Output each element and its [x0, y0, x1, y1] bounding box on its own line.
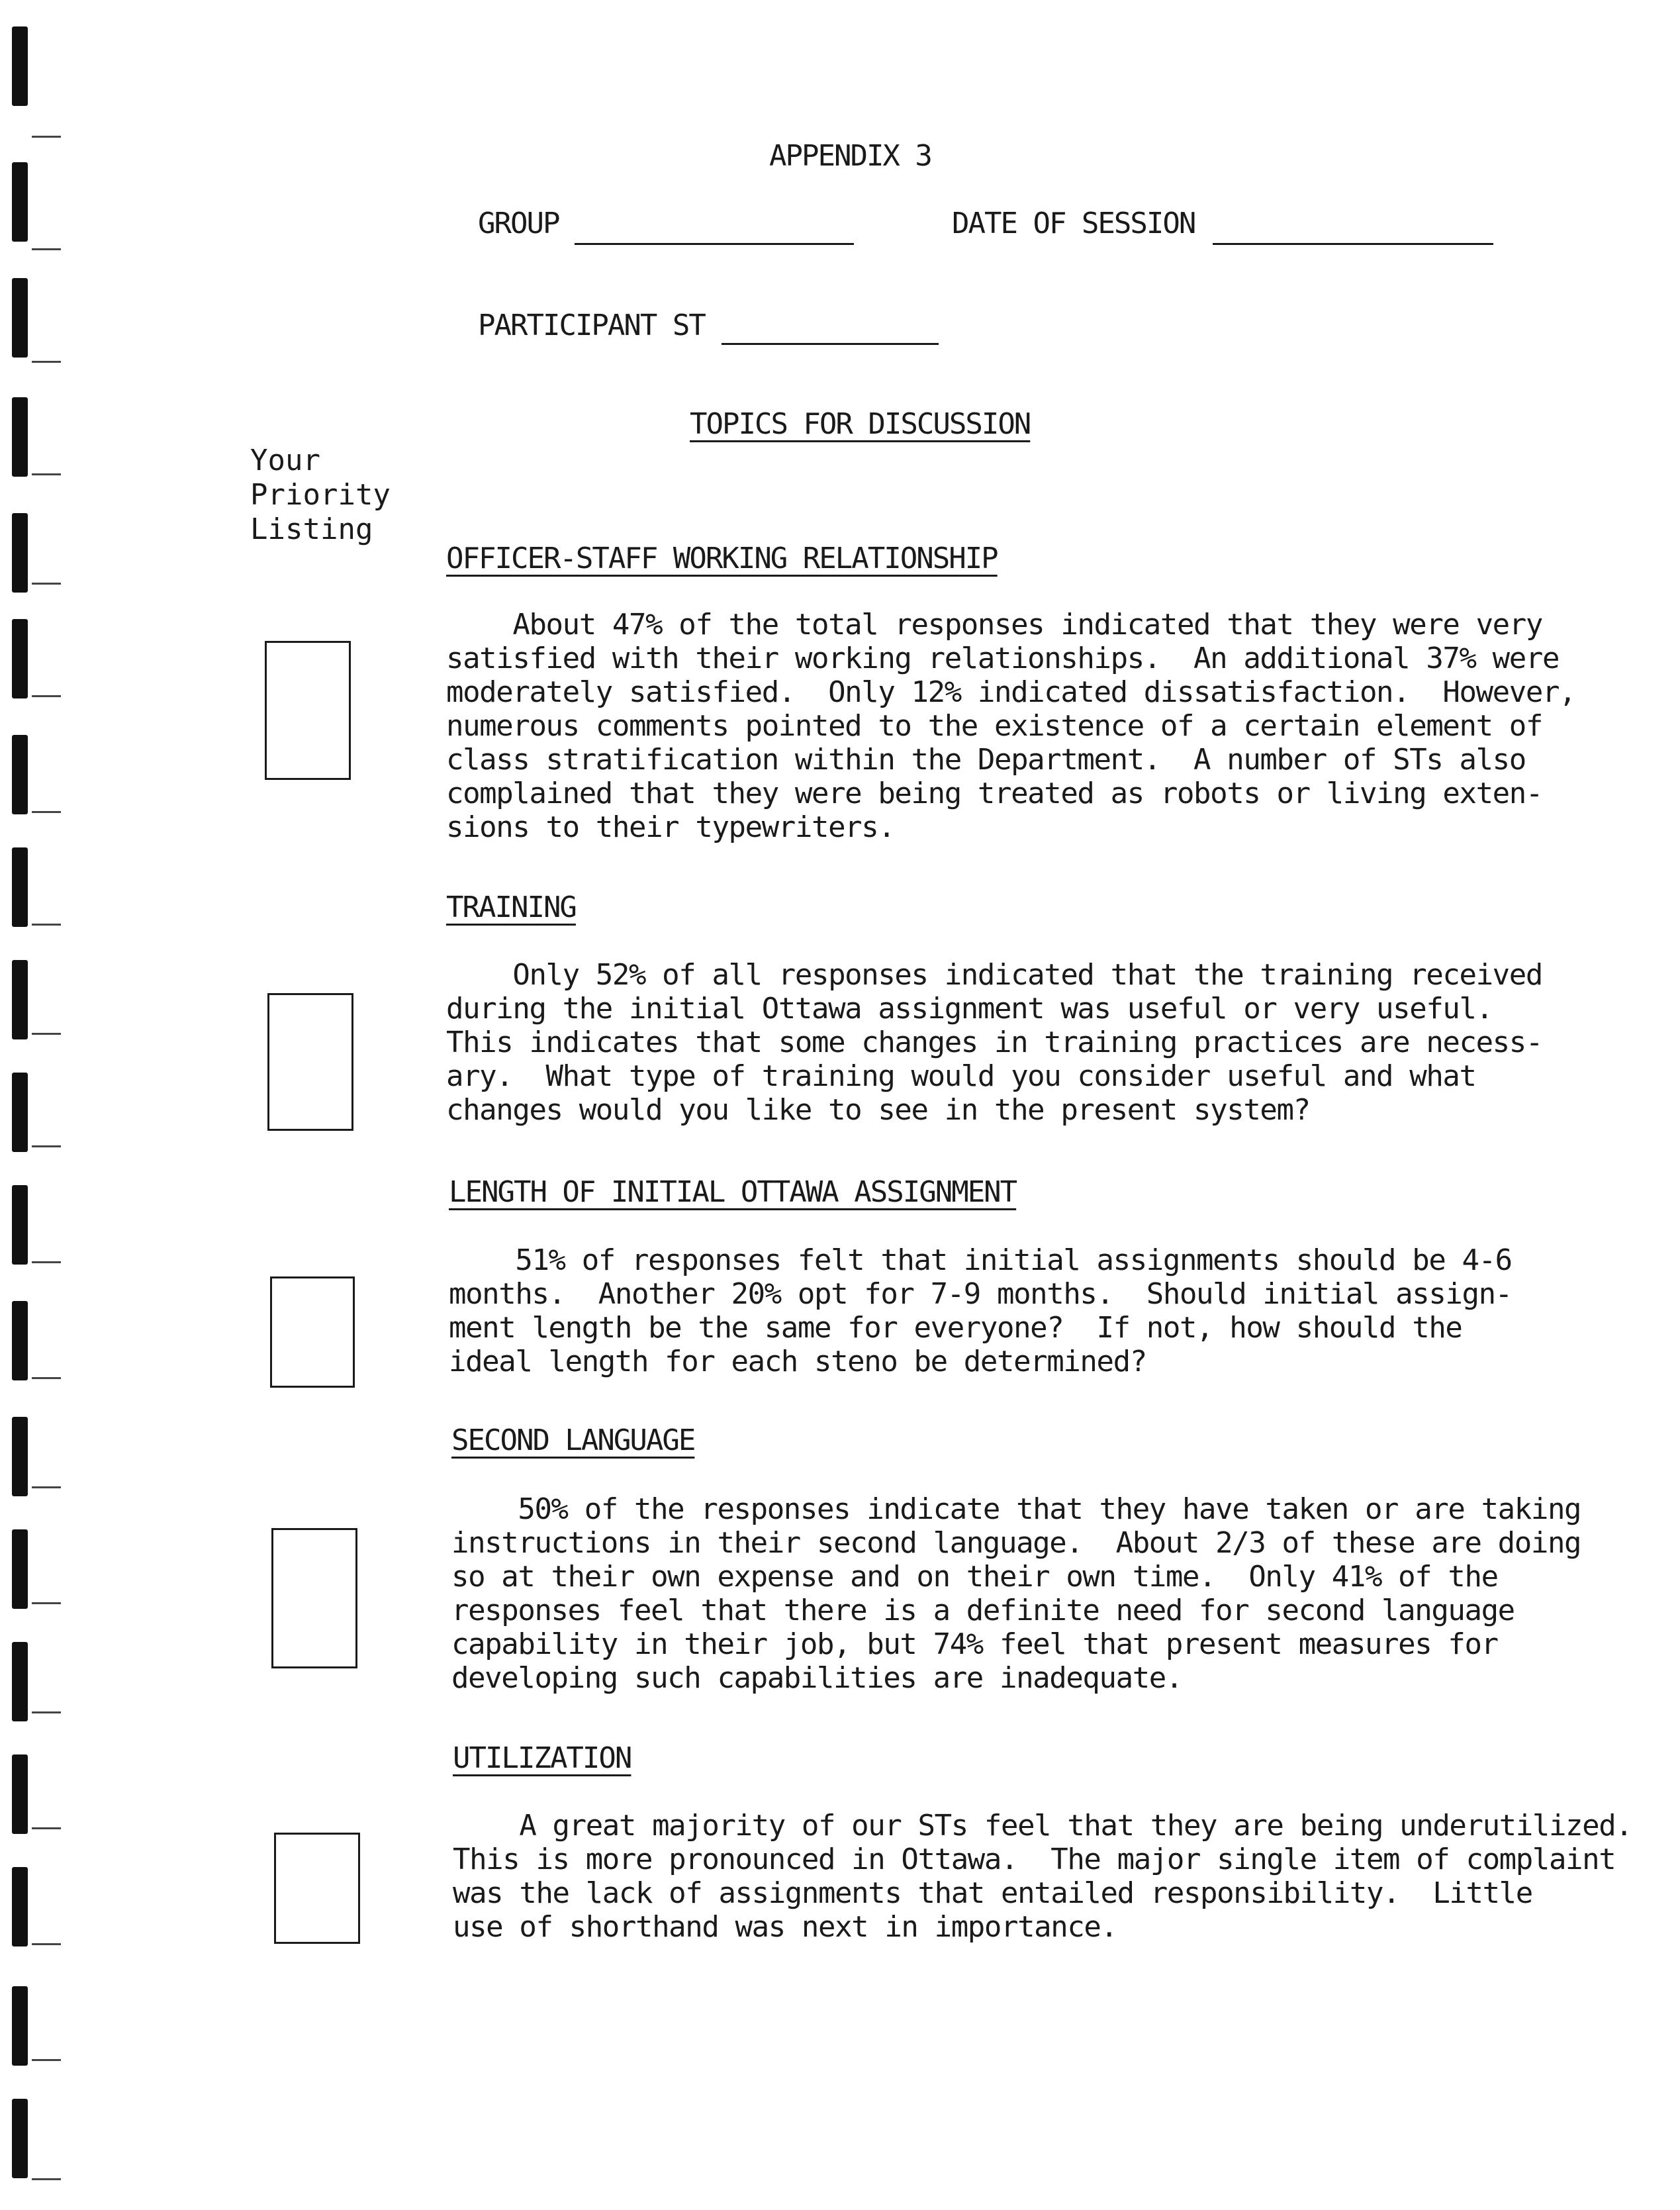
- binder-tick: [32, 361, 61, 363]
- binder-mark: [12, 162, 28, 242]
- binder-mark: [12, 847, 28, 927]
- topics-title: TOPICS FOR DISCUSSION: [690, 407, 1031, 441]
- binder-mark: [12, 1417, 28, 1496]
- participant-field[interactable]: [722, 343, 939, 345]
- binder-tick: [32, 1711, 61, 1713]
- binder-mark: [12, 735, 28, 814]
- binder-tick: [32, 1033, 61, 1035]
- binder-tick: [32, 2059, 61, 2061]
- binder-tick: [32, 695, 61, 697]
- section-title-second-language: SECOND LANGUAGE: [451, 1423, 695, 1457]
- priority-listing-label: Your Priority Listing: [250, 444, 391, 546]
- binder-mark: [12, 1529, 28, 1609]
- binder-mark: [12, 1073, 28, 1152]
- binder-mark: [12, 619, 28, 698]
- binder-tick: [32, 2178, 61, 2180]
- section-body-training: Only 52% of all responses indicated that the training received during the initial Ottawa assignment was useful or very useful. This indicates that some changes in training practices are necess- ary. What type of training would you consider useful and what changes would you like to see in the present system?: [446, 958, 1542, 1127]
- binder-mark: [12, 1185, 28, 1265]
- priority-box-training[interactable]: [267, 993, 353, 1131]
- binder-tick: [32, 136, 61, 138]
- section-body-officer-staff: About 47% of the total responses indicated that they were very satisfied with their working relationships. An additional 37% were moderately satisfied. Only 12% indicated dissatisfaction. However, numerous comments pointed to the existence of a certain element of class stratification within the Department. A number of STs also complained that they were being treated as robots or living exten- sions to their typewriters.: [446, 608, 1576, 844]
- binder-mark: [12, 1867, 28, 1946]
- binder-tick: [32, 1377, 61, 1379]
- binder-mark: [12, 1754, 28, 1834]
- section-body-second-language: 50% of the responses indicate that they have taken or are taking instructions in their second language. About 2/3 of these are doing so at their own expense and on their own time. Only 41% of the responses feel that there is a definite need for second language capability in their job, but 74% feel that present measures for developing such capabilities are inadequate.: [451, 1492, 1581, 1695]
- section-title-training: TRAINING: [446, 890, 576, 924]
- date-of-session-field[interactable]: [1213, 243, 1493, 245]
- priority-box-officer-staff[interactable]: [265, 641, 351, 780]
- priority-box-length-of-assignment[interactable]: [270, 1276, 355, 1388]
- binder-edge: [0, 0, 73, 2210]
- binder-tick: [32, 1486, 61, 1488]
- binder-mark: [12, 1642, 28, 1721]
- binder-mark: [12, 1986, 28, 2066]
- date-of-session-label: DATE OF SESSION: [952, 207, 1195, 240]
- participant-label: PARTICIPANT ST: [478, 309, 705, 342]
- binder-mark: [12, 2099, 28, 2178]
- binder-tick: [32, 583, 61, 585]
- binder-tick: [32, 811, 61, 813]
- binder-tick: [32, 924, 61, 926]
- binder-mark: [12, 397, 28, 477]
- section-title-utilization: UTILIZATION: [453, 1741, 631, 1775]
- binder-mark: [12, 960, 28, 1039]
- group-field[interactable]: [575, 243, 854, 245]
- binder-tick: [32, 473, 61, 475]
- binder-tick: [32, 1827, 61, 1829]
- section-title-length-of-assignment: LENGTH OF INITIAL OTTAWA ASSIGNMENT: [449, 1175, 1017, 1209]
- group-label: GROUP: [478, 207, 559, 240]
- binder-tick: [32, 1943, 61, 1945]
- binder-mark: [12, 26, 28, 106]
- section-body-length-of-assignment: 51% of responses felt that initial assignments should be 4-6 months. Another 20% opt for 7-9 months. Should initial assign- ment length be the same for everyone? If not, how should the ideal length for each steno be determined?: [449, 1243, 1512, 1378]
- appendix-heading: APPENDIX 3: [769, 139, 931, 173]
- binder-mark: [12, 278, 28, 358]
- section-body-utilization: A great majority of our STs feel that they are being underutilized. This is more pronounced in Ottawa. The major single item of complaint was the lack of assignments that entailed responsibility. Little use of shorthand was next in importance.: [453, 1809, 1632, 1944]
- priority-box-second-language[interactable]: [271, 1528, 357, 1668]
- section-title-officer-staff: OFFICER-STAFF WORKING RELATIONSHIP: [446, 542, 998, 575]
- binder-tick: [32, 248, 61, 250]
- binder-mark: [12, 513, 28, 593]
- binder-tick: [32, 1261, 61, 1263]
- priority-box-utilization[interactable]: [274, 1833, 360, 1944]
- binder-tick: [32, 1145, 61, 1147]
- binder-tick: [32, 1602, 61, 1604]
- binder-mark: [12, 1301, 28, 1380]
